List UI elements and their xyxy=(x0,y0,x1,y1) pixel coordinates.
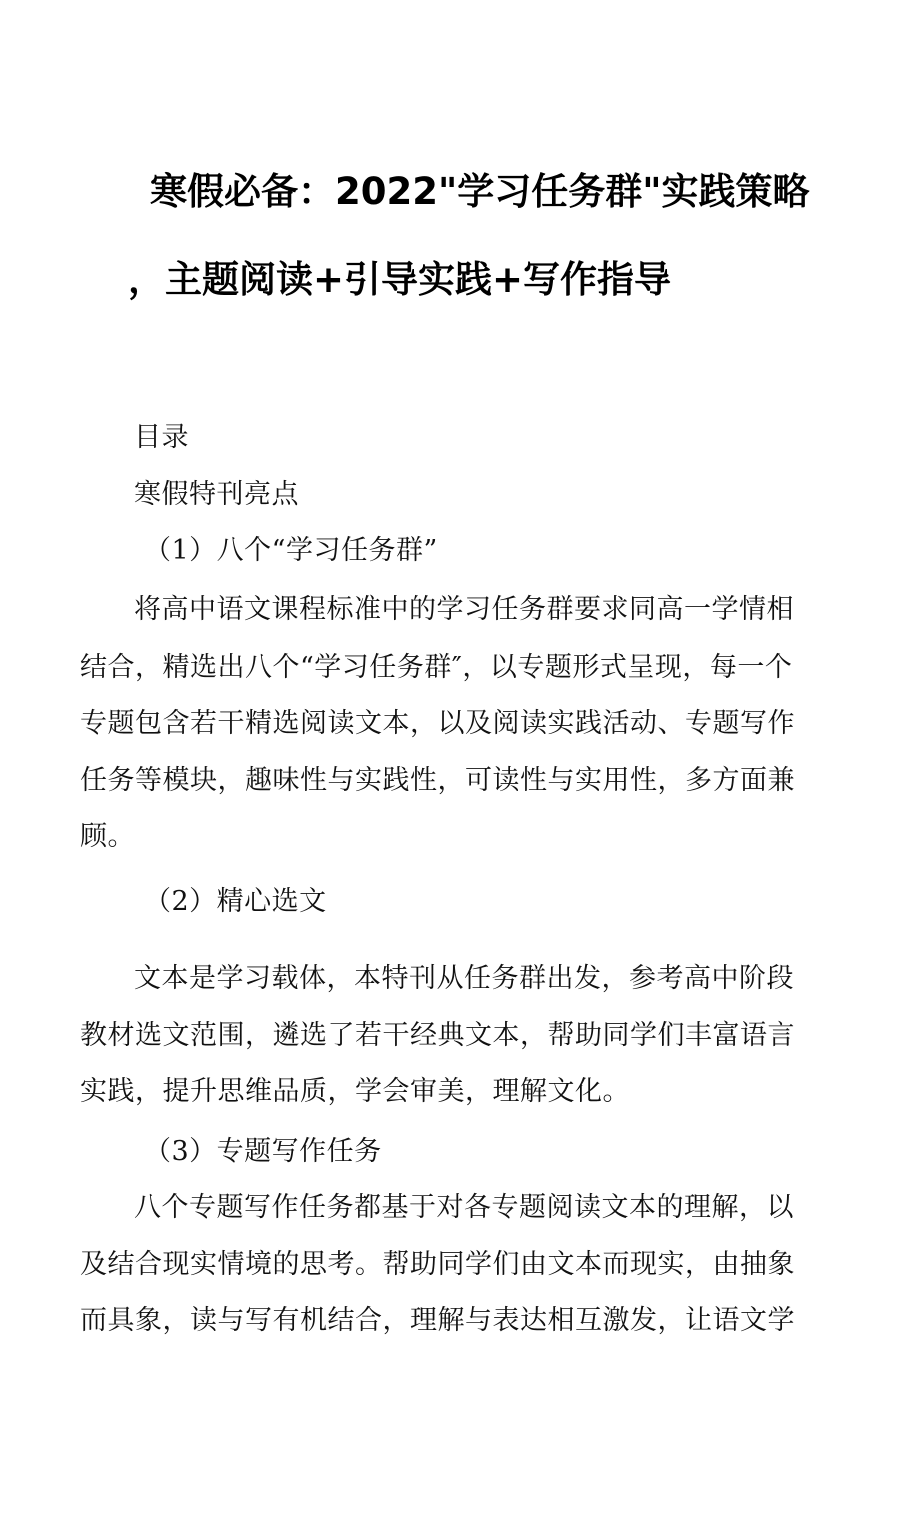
document-title-line-2: ，主题阅读+引导实践+写作指导 xyxy=(128,258,672,301)
section-heading: （2）精心选文 xyxy=(144,886,327,917)
paragraph-line: 将高中语文课程标准中的学习任务群要求同高一学情相 xyxy=(134,594,794,625)
section-heading: （1）八个“学习任务群” xyxy=(144,535,438,566)
document-title-line-1: 寒假必备：2022"学习任务群"实践策略 xyxy=(150,170,810,213)
paragraph-line: 专题包含若干精选阅读文本，以及阅读实践活动、专题写作 xyxy=(80,708,795,739)
paragraph-line: 顾。 xyxy=(80,821,135,852)
paragraph-line: 而具象，读与写有机结合，理解与表达相互激发，让语文学 xyxy=(80,1305,795,1336)
paragraph-line: 教材选文范围，遴选了若干经典文本，帮助同学们丰富语言 xyxy=(80,1020,795,1051)
paragraph-line: 任务等模块，趣味性与实践性，可读性与实用性，多方面兼 xyxy=(80,765,795,796)
paragraph-line: 文本是学习载体，本特刊从任务群出发，参考高中阶段 xyxy=(134,963,794,994)
highlights-heading: 寒假特刊亮点 xyxy=(134,479,299,510)
section-heading: （3）专题写作任务 xyxy=(144,1136,382,1167)
paragraph-line: 及结合现实情境的思考。帮助同学们由文本而现实，由抽象 xyxy=(80,1249,795,1280)
paragraph-line: 实践，提升思维品质，学会审美，理解文化。 xyxy=(80,1076,630,1107)
paragraph-line: 结合，精选出八个“学习任务群″，以专题形式呈现，每一个 xyxy=(80,652,793,683)
paragraph-line: 八个专题写作任务都基于对各专题阅读文本的理解，以 xyxy=(134,1192,794,1223)
toc-heading: 目录 xyxy=(134,422,189,453)
